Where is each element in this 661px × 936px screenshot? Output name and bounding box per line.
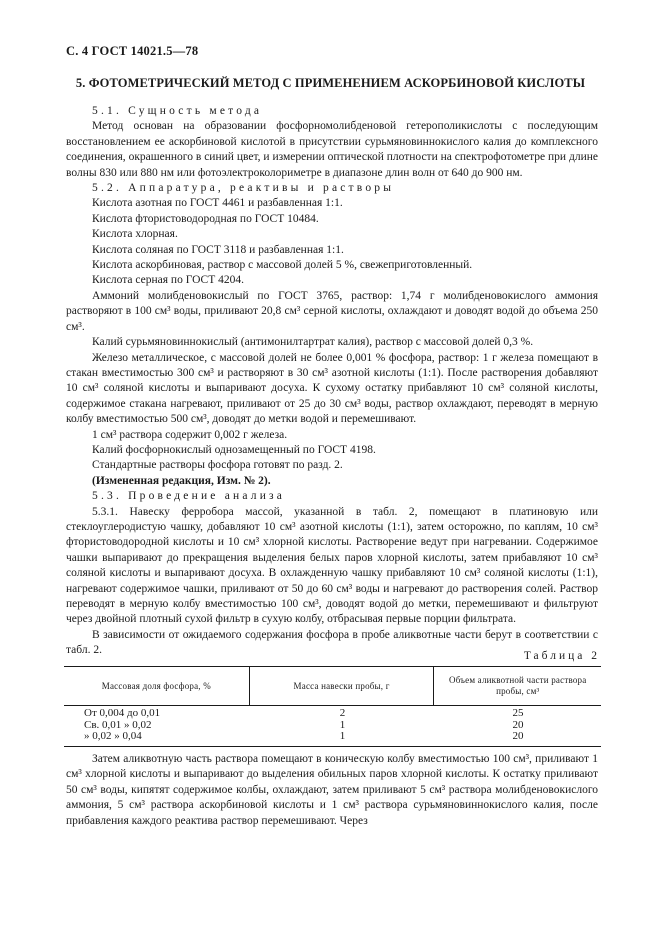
page-header: С. 4 ГОСТ 14021.5—78 bbox=[66, 44, 199, 58]
standard-paragraph: Стандартные растворы фосфора готовят по разд. 2. bbox=[92, 459, 343, 472]
table-cell: От 0,004 до 0,01 bbox=[84, 707, 161, 719]
reagent-item: Кислота соляная по ГОСТ 3118 и разбавленная 1:1. bbox=[92, 243, 344, 256]
table-cell: 25 bbox=[512, 707, 524, 719]
continuation-text: Затем аликвотную часть раствора помещают в коническую колбу вместимостью 100 см³, приливают 1 см³ хлорной кислоты и выпаривают до выделения обильных паров хлорной кислоты. К остатку приливают 50 см³ воды, кипятят содержимое колбы, охлаждают, затем приливают 5 см³ раствора молибденовокислого аммония, 5 см³ раствора аскорбиновой кислоты и 1 см³ раствора сурьмяновиннокислого калия, после прибавления каждого реактива раствор перемешивают. Через bbox=[66, 753, 598, 827]
aliquot-paragraph: В зависимости от ожидаемого содержания фосфора в пробе аликвотные части берут в соответствии с табл. 2. bbox=[66, 628, 598, 657]
table-cell: 1 bbox=[339, 730, 346, 742]
section-5-3-1-text: 5.3.1. Навеску ферробора массой, указанной в табл. 2, помещают в платиновую или стеклоуглеродистую чашку, добавляют 10 см³ азотной кислоты (1:1), затем осторожно, по каплям, 10 см³ фтористоводородной кислоты и 10 см³ хлорной кислоты. Растворение ведут при нагревании. Содержимое чашки выпаривают до прекращения выделения белых паров хлорной кислоты, затем прибавляют 10 см³ соляной кислоты и выпаривают досуха. В охлажденную чашку прибавляют 10 см³ соляной кислоты (1:1), нагревают содержимое чашки, приливают от 50 до 60 см³ воды и нагревают до растворения солей. Раствор переводят в мерную колбу вместимостью 100 см³, доводят водой до метки, перемешивают и фильтруют через двойной плотный сухой фильтр в сухую колбу, отбрасывая первые порции фильтрата. bbox=[66, 505, 598, 626]
column-header: Объем аликвотной части раствора пробы, см³ bbox=[433, 667, 601, 705]
table-cell: 2 bbox=[339, 707, 346, 719]
table-cell: 1 bbox=[339, 718, 346, 731]
section-5-1-text: Метод основан на образовании фосфорномолибденовой гетерополикислоты с последующим восстановлением ее аскорбиновой кислотой в присутствии сурьмяновиннокислого калия до комплексного соединения, окрашенного в синий цвет, и измерении оптической плотности на спектрофотометре при длине волны 830 или 880 нм или фотоэлектроколориметре в диапазоне длин волн от 640 до 900 нм. bbox=[66, 120, 598, 179]
phosphate-paragraph: Калий фосфорнокислый однозамещенный по ГОСТ 4198. bbox=[92, 443, 376, 456]
iron-content: 1 см³ раствора содержит 0,002 г железа. bbox=[92, 428, 288, 441]
table-cell: 20 bbox=[512, 718, 524, 731]
table-body bbox=[64, 706, 601, 747]
table-row bbox=[64, 731, 601, 743]
continuation-paragraph bbox=[66, 752, 598, 829]
potassium-paragraph: Калий сурьмяновиннокислый (антимонилтартрат калия), раствор с массовой долей 0,3 %. bbox=[92, 336, 534, 349]
table-2 bbox=[64, 666, 601, 747]
table-caption: Таблица 2 bbox=[523, 650, 600, 662]
iron-paragraph: Железо металлическое, с массовой долей не более 0,001 % фосфора, раствор: 1 г железа помещают в стакан вместимостью 300 см³ и растворяют в 30 см³ азотной кислоты (1:1). После растворения добавляют 10 см³ соляной кислоты и выпаривают досуха. К сухому остатку прибавляют 10 см³ соляной кислоты, содержимое стакана нагревают, приливают от 25 до 30 см³ воды, раствор охлаждают, переводят в мерную колбу вместимостью 500 см³, доводят до метки водой и перемешивают. bbox=[66, 351, 598, 426]
amendment-note: (Измененная редакция, Изм. № 2). bbox=[92, 474, 271, 487]
table-cell: 20 bbox=[512, 730, 524, 742]
section-5-3-heading: 5.3. Проведение анализа bbox=[92, 490, 286, 503]
document-body bbox=[66, 104, 598, 659]
column-header: Массовая доля фосфора, % bbox=[101, 680, 211, 691]
reagent-item: Кислота хлорная. bbox=[92, 228, 178, 241]
table-cell: Св. 0,01 » 0,02 bbox=[84, 718, 152, 731]
column-header: Масса навески пробы, г bbox=[249, 667, 434, 705]
table-header bbox=[64, 666, 601, 706]
ammonium-paragraph: Аммоний молибденовокислый по ГОСТ 3765, раствор: 1,74 г молибденовокислого аммония растворяют в 100 см³ воды, приливают 20,8 см³ серной кислоты, охлаждают и доводят водой до объема 250 см³. bbox=[66, 289, 598, 333]
table-cell: » 0,02 » 0,04 bbox=[84, 730, 142, 742]
reagent-item: Кислота азотная по ГОСТ 4461 и разбавленная 1:1. bbox=[92, 197, 343, 210]
section-title: 5. ФОТОМЕТРИЧЕСКИЙ МЕТОД С ПРИМЕНЕНИЕМ АСКОРБИНОВОЙ КИСЛОТЫ bbox=[75, 76, 586, 90]
section-5-1-heading-text: 5.1. Сущность метода bbox=[92, 105, 263, 117]
section-5-1-heading bbox=[66, 104, 598, 119]
table-row bbox=[64, 708, 601, 720]
reagent-item: Кислота фтористоводородная по ГОСТ 10484. bbox=[92, 212, 319, 225]
reagent-item: Кислота серная по ГОСТ 4204. bbox=[92, 274, 244, 287]
reagent-item: Кислота аскорбиновая, раствор с массовой долей 5 %, свежеприготовленный. bbox=[92, 259, 473, 272]
section-5-2-heading: 5.2. Аппаратура, реактивы и растворы bbox=[92, 182, 395, 195]
